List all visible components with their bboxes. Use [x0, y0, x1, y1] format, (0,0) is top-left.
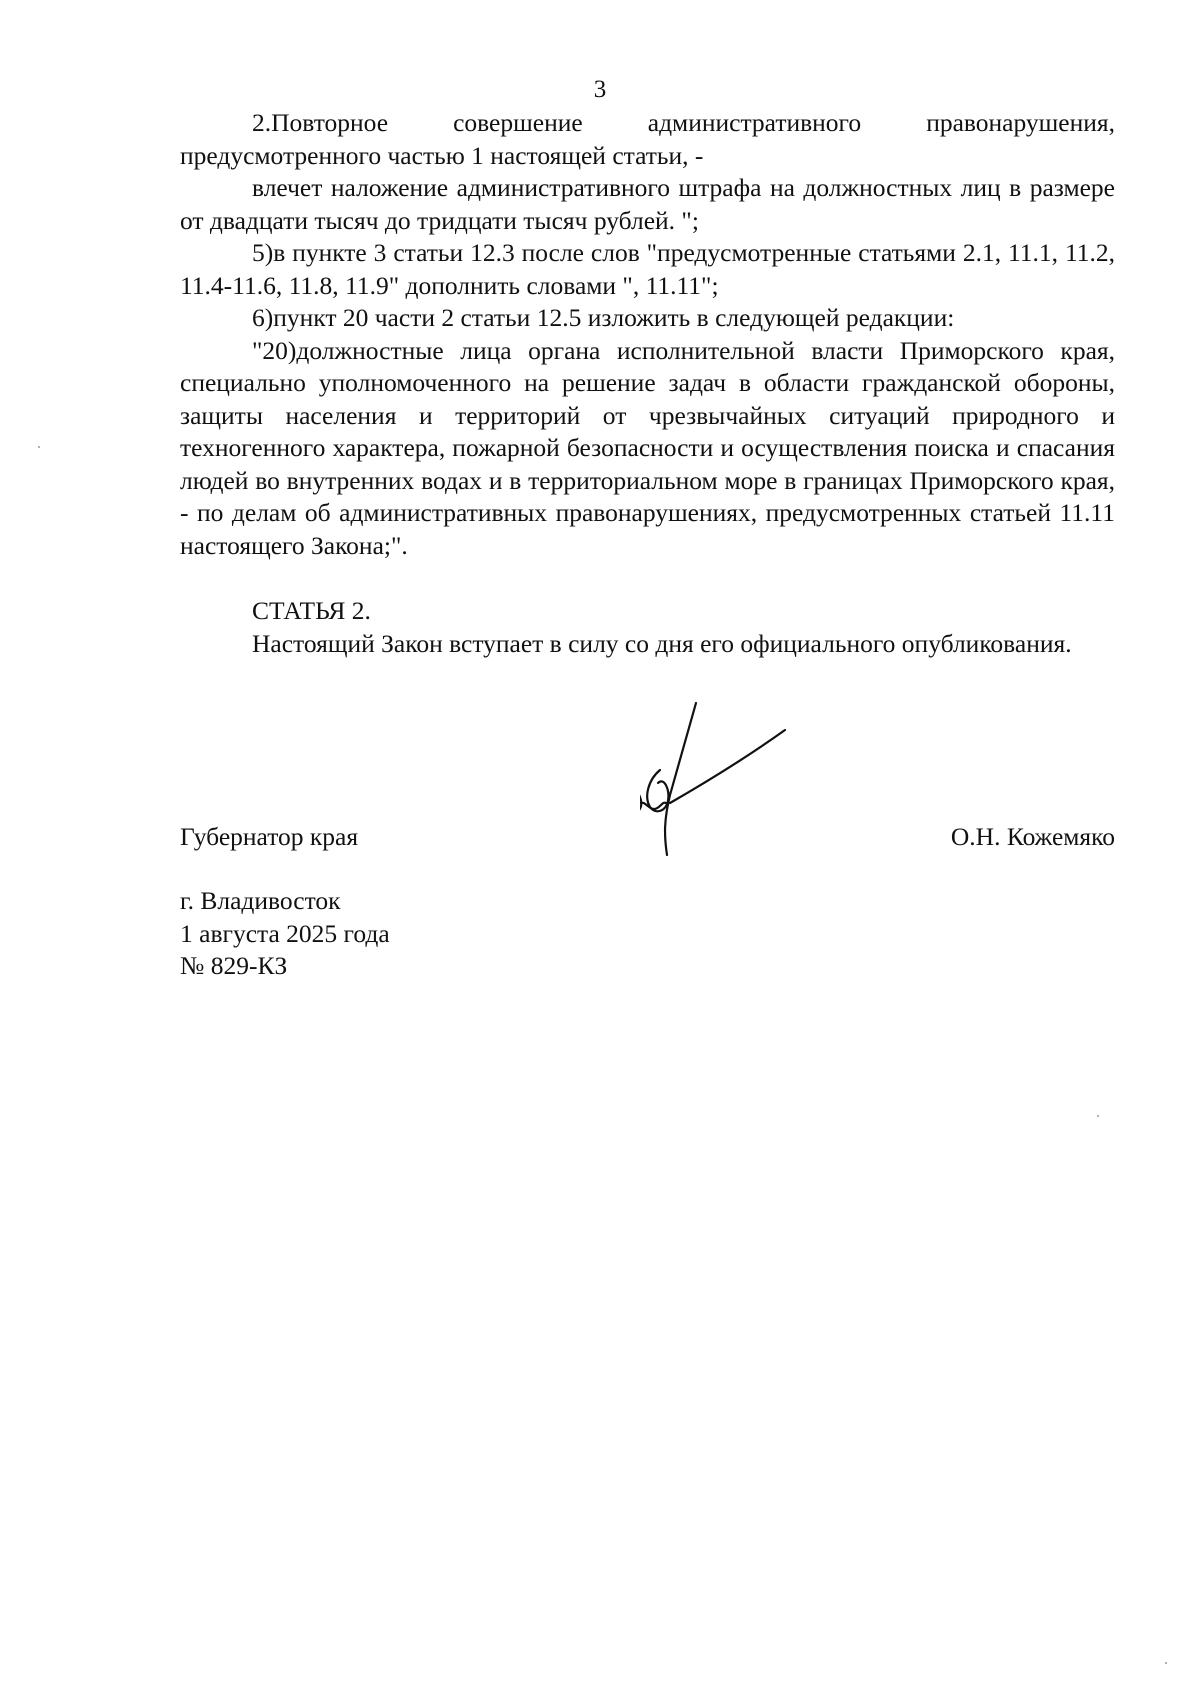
scan-speck [1097, 1115, 1099, 1117]
signer-name: О.Н. Кожемяко [950, 822, 1115, 851]
document-body [180, 107, 1115, 660]
scan-speck [38, 446, 40, 448]
article-2-text: Настоящий Закон вступает в силу со дня его официального опубликования. [252, 628, 1072, 658]
scan-speck [1165, 1662, 1167, 1664]
signer-position: Губернатор края [180, 822, 359, 851]
handwritten-signature [640, 685, 860, 875]
paragraph-penalty: влечет наложение административного штрафа на должностных лиц в размере от двадцати тысяч до тридцати тысяч рублей. "; [180, 173, 1115, 235]
law-number-line: № 829-КЗ [180, 951, 288, 980]
paragraph-item-20: "20)должностные лица органа исполнительной власти Приморского края, специально уполномоченного на решение задач в области гражданской обороны, защиты населения и территорий от чрезвычайных ситуаций природного и техногенного характера, пожарной безопасности и осуществления поиска и спасания людей во внутренних водах и в территориальном море в границах Приморского края, - по делам об административных правонарушениях, предусмотренных статьей 11.11 настоящего Закона;". [180, 335, 1115, 560]
paragraph-item-5: 5)в пункте 3 статьи 12.3 после слов "предусмотренные статьями 2.1, 11.1, 11.2, 11.4-11.6, 11.8, 11.9" дополнить словами ", 11.11"; [180, 238, 1115, 300]
article-2-heading: СТАТЬЯ 2. [252, 596, 371, 625]
paragraph-item-6: 6)пункт 20 части 2 статьи 12.5 изложить в следующей редакции: [252, 303, 955, 332]
page-number: 3 [593, 76, 607, 103]
paragraph-repeat-violation: 2.Повторное совершение административного правонарушения, предусмотренного частью 1 настоящей статьи, - [180, 108, 1115, 170]
date-line: 1 августа 2025 года [180, 918, 390, 948]
city-line: г. Владивосток [180, 886, 341, 915]
place-date-block [180, 885, 390, 983]
